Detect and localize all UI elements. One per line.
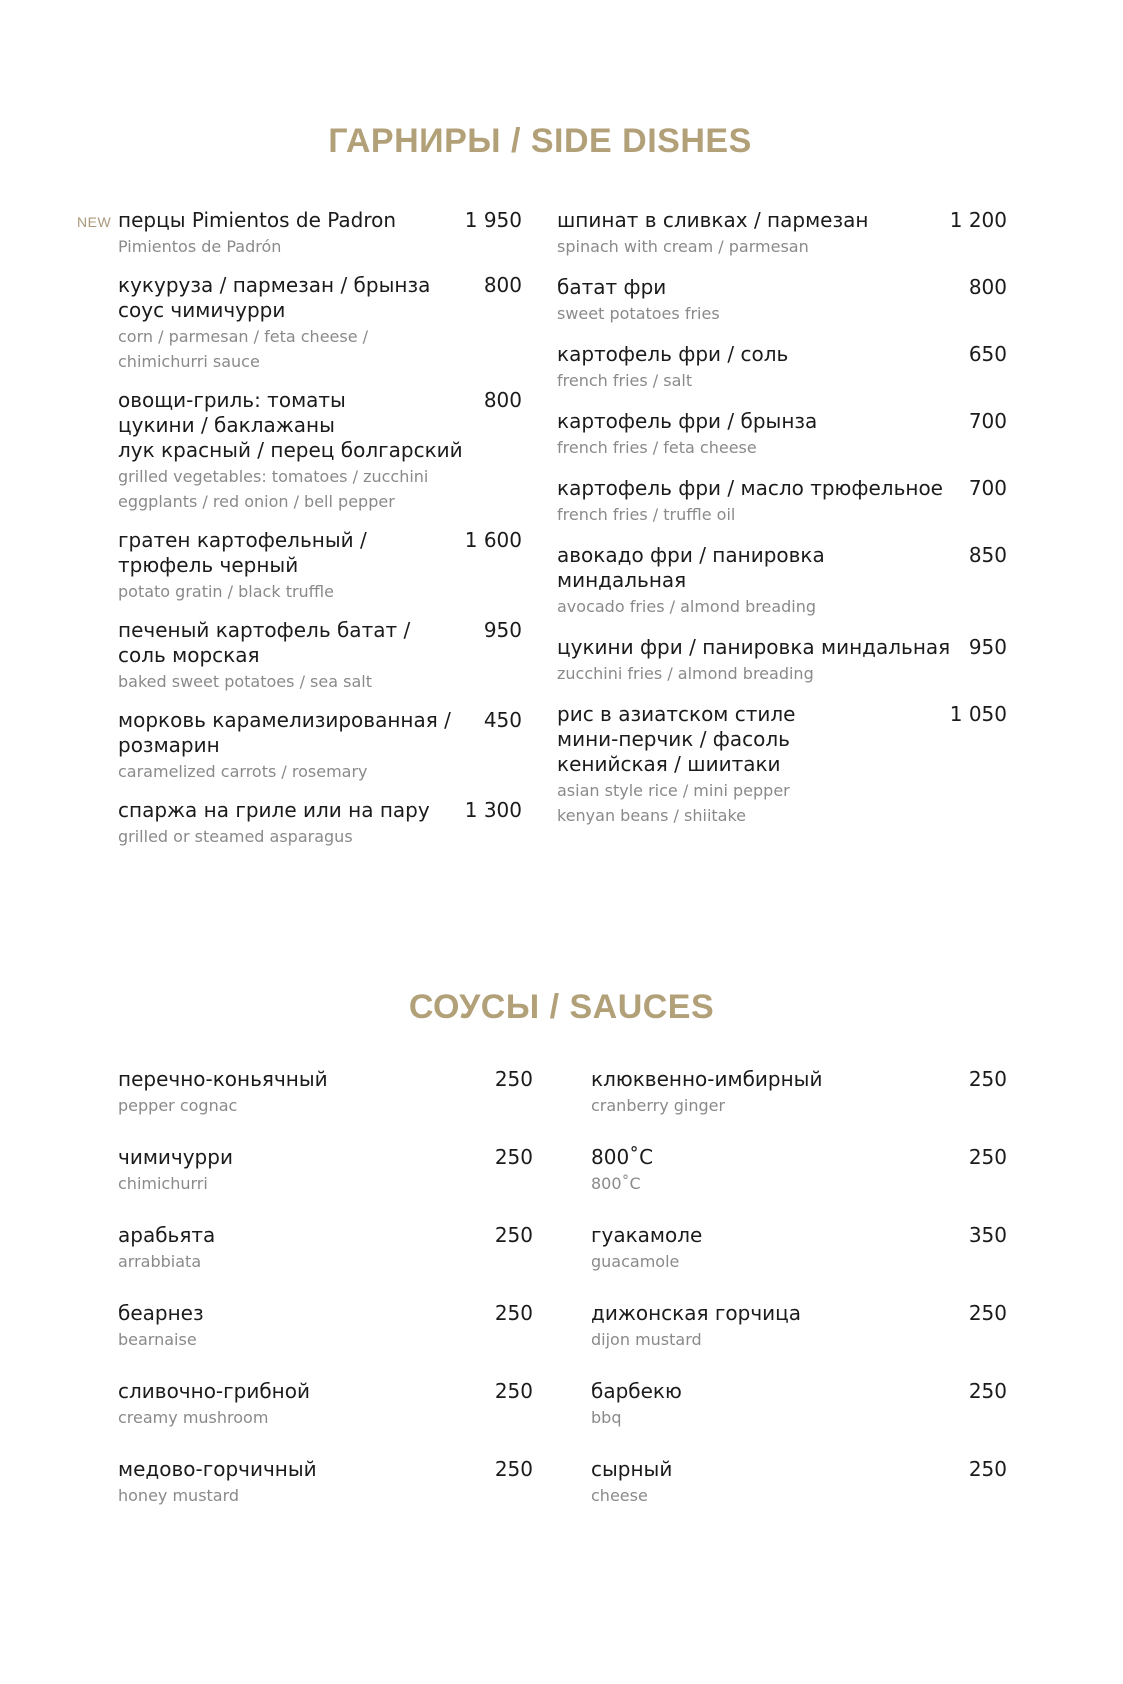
side-dishes-left-column — [77, 208, 522, 863]
menu-item-description: grilled or steamed asparagus — [118, 827, 353, 846]
menu-item — [591, 1301, 1007, 1352]
menu-item — [557, 275, 1007, 326]
menu-item-header — [557, 476, 1007, 501]
menu-item-name: морковь карамелизированная / розмарин — [118, 708, 451, 757]
menu-item-description: spinach with cream / parmesan — [557, 237, 809, 256]
menu-item-header — [591, 1067, 1007, 1092]
menu-item-price: 700 — [968, 476, 1007, 500]
menu-item-price: 1 600 — [464, 528, 522, 552]
menu-item-name: дижонская горчица — [591, 1301, 801, 1325]
menu-item-header — [118, 1145, 533, 1170]
menu-item-description: zucchini fries / almond breading — [557, 664, 814, 683]
menu-item — [118, 1145, 533, 1196]
menu-item-price: 250 — [494, 1145, 533, 1169]
menu-item-description: caramelized carrots / rosemary — [118, 762, 368, 781]
menu-item-name: гратен картофельный / трюфель черный — [118, 528, 367, 577]
menu-item-header — [557, 702, 1007, 777]
menu-item-name: кукуруза / пармезан / брынза соус чимичурри — [118, 273, 431, 322]
menu-item-price: 850 — [968, 543, 1007, 567]
menu-item — [118, 1457, 533, 1508]
menu-item-price: 700 — [968, 409, 1007, 433]
menu-item-description: french fries / feta cheese — [557, 438, 757, 457]
menu-item-price: 250 — [968, 1145, 1007, 1169]
menu-item — [118, 388, 522, 514]
menu-item-price: 1 200 — [949, 208, 1007, 232]
menu-item-name: рис в азиатском стиле мини-перчик / фасоль кенийская / шиитаки — [557, 702, 796, 776]
menu-item-header — [118, 273, 522, 323]
menu-item-header — [118, 528, 522, 578]
menu-item-price: 800 — [483, 388, 522, 412]
menu-item — [557, 409, 1007, 460]
menu-item — [557, 208, 1007, 259]
menu-item-header — [118, 388, 522, 463]
menu-item-header — [118, 208, 522, 233]
menu-item-header — [591, 1457, 1007, 1482]
menu-item-price: 250 — [494, 1223, 533, 1247]
side-dishes-title: ГАРНИРЫ / SIDE DISHES — [328, 122, 752, 160]
menu-item — [557, 635, 1007, 686]
menu-item-name: спаржа на гриле или на пару — [118, 798, 430, 822]
menu-item-price: 250 — [968, 1457, 1007, 1481]
menu-item-name: перцы Pimientos de Padron — [118, 208, 397, 232]
menu-item — [118, 708, 522, 784]
sauces-left-column — [118, 1067, 533, 1535]
menu-item-description: french fries / salt — [557, 371, 693, 390]
menu-item — [118, 1379, 533, 1430]
menu-item-header — [118, 1457, 533, 1482]
menu-item-header — [557, 635, 1007, 660]
menu-item-name: овощи-гриль: томаты цукини / баклажаны лук красный / перец болгарский — [118, 388, 463, 462]
menu-item-header — [557, 342, 1007, 367]
menu-item-price: 950 — [483, 618, 522, 642]
menu-item-price: 250 — [968, 1067, 1007, 1091]
new-badge: NEW — [77, 214, 112, 230]
menu-item-name: 800˚С — [591, 1145, 654, 1169]
menu-item-header — [591, 1223, 1007, 1248]
menu-item-description: guacamole — [591, 1252, 680, 1271]
menu-item-name: перечно-коньячный — [118, 1067, 328, 1091]
menu-item-header — [591, 1301, 1007, 1326]
menu-item-price: 800 — [968, 275, 1007, 299]
menu-item-header — [118, 798, 522, 823]
menu-item-header — [557, 208, 1007, 233]
menu-item — [591, 1379, 1007, 1430]
menu-item-description: avocado fries / almond breading — [557, 597, 817, 616]
menu-item-header — [118, 618, 522, 668]
menu-item-description: pepper cognac — [118, 1096, 238, 1115]
menu-item-header — [118, 1223, 533, 1248]
menu-item-header — [557, 543, 1007, 593]
menu-item-price: 250 — [968, 1379, 1007, 1403]
menu-item-header — [118, 1379, 533, 1404]
menu-item-description: Pimientos de Padrón — [118, 237, 282, 256]
menu-item-price: 450 — [483, 708, 522, 732]
menu-item-price: 1 950 — [464, 208, 522, 232]
menu-item-description: 800˚C — [591, 1174, 641, 1193]
menu-item-description: corn / parmesan / feta cheese / chimichurri sauce — [118, 327, 369, 371]
menu-item-name: шпинат в сливках / пармезан — [557, 208, 869, 232]
menu-item-description: dijon mustard — [591, 1330, 702, 1349]
menu-item-description: baked sweet potatoes / sea salt — [118, 672, 372, 691]
menu-item-header — [557, 275, 1007, 300]
menu-item — [591, 1145, 1007, 1196]
menu-item — [77, 208, 522, 259]
side-dishes-right-column — [557, 208, 1007, 844]
menu-item — [118, 1223, 533, 1274]
menu-item — [557, 543, 1007, 619]
menu-item — [118, 273, 522, 374]
menu-item-name: сливочно-грибной — [118, 1379, 310, 1403]
menu-item — [557, 702, 1007, 828]
menu-item-description: bbq — [591, 1408, 622, 1427]
menu-item — [118, 1301, 533, 1352]
menu-item-description: cranberry ginger — [591, 1096, 726, 1115]
menu-item-name: медово-горчичный — [118, 1457, 317, 1481]
menu-item-name: чимичурри — [118, 1145, 233, 1169]
menu-item-header — [557, 409, 1007, 434]
menu-item — [118, 1067, 533, 1118]
menu-item-price: 250 — [494, 1301, 533, 1325]
menu-item-description: grilled vegetables: tomatoes / zucchini eggplants / red onion / bell pepper — [118, 467, 429, 511]
sauces-title: СОУСЫ / SAUCES — [408, 988, 715, 1026]
menu-item-price: 250 — [494, 1067, 533, 1091]
menu-item-description: arrabbiata — [118, 1252, 202, 1271]
menu-item-price: 1 300 — [464, 798, 522, 822]
menu-item-description: bearnaise — [118, 1330, 197, 1349]
menu-item-name: картофель фри / брынза — [557, 409, 818, 433]
menu-item-price: 250 — [494, 1457, 533, 1481]
menu-item-name: печеный картофель батат / соль морская — [118, 618, 411, 667]
menu-item-name: арабьята — [118, 1223, 216, 1247]
menu-item-description: asian style rice / mini pepper kenyan beans / shiitake — [557, 781, 790, 825]
menu-item-name: картофель фри / масло трюфельное — [557, 476, 943, 500]
menu-item-header — [591, 1379, 1007, 1404]
menu-item-description: chimichurri — [118, 1174, 208, 1193]
menu-item-price: 350 — [968, 1223, 1007, 1247]
menu-item-name: барбекю — [591, 1379, 682, 1403]
menu-item-price: 250 — [968, 1301, 1007, 1325]
sauces-right-column — [591, 1067, 1007, 1535]
menu-item — [118, 618, 522, 694]
menu-item-name: гуакамоле — [591, 1223, 703, 1247]
menu-item-price: 1 050 — [949, 702, 1007, 726]
menu-item-description: sweet potatoes fries — [557, 304, 720, 323]
menu-item-name: цукини фри / панировка миндальная — [557, 635, 951, 659]
menu-item — [591, 1457, 1007, 1508]
menu-item-name: клюквенно-имбирный — [591, 1067, 823, 1091]
menu-item — [591, 1067, 1007, 1118]
menu-item — [557, 342, 1007, 393]
menu-item-description: cheese — [591, 1486, 648, 1505]
menu-item-price: 650 — [968, 342, 1007, 366]
menu-item-price: 950 — [968, 635, 1007, 659]
menu-item — [557, 476, 1007, 527]
menu-item — [591, 1223, 1007, 1274]
menu-item-description: french fries / truffle oil — [557, 505, 736, 524]
menu-item-name: авокадо фри / панировка миндальная — [557, 543, 825, 592]
menu-item — [118, 528, 522, 604]
menu-item-description: honey mustard — [118, 1486, 240, 1505]
menu-item — [118, 798, 522, 849]
menu-item-header — [118, 1067, 533, 1092]
menu-item-name: беарнез — [118, 1301, 204, 1325]
menu-item-header — [591, 1145, 1007, 1170]
menu-item-price: 800 — [483, 273, 522, 297]
menu-item-price: 250 — [494, 1379, 533, 1403]
menu-item-name: сырный — [591, 1457, 673, 1481]
menu-item-header — [118, 708, 522, 758]
menu-item-header — [118, 1301, 533, 1326]
menu-item-description: potato gratin / black truffle — [118, 582, 334, 601]
menu-item-name: картофель фри / соль — [557, 342, 789, 366]
menu-item-description: creamy mushroom — [118, 1408, 269, 1427]
menu-item-name: батат фри — [557, 275, 667, 299]
